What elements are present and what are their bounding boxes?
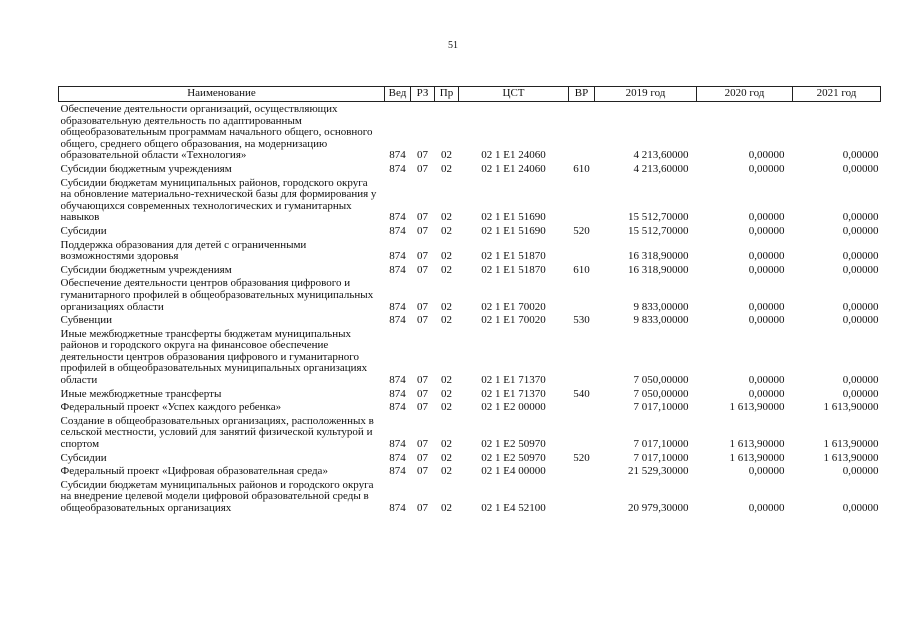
cell-y2019: 20 979,30000 — [628, 502, 689, 514]
cell-pr: 02 — [441, 451, 452, 464]
cell-vr: 610 — [573, 162, 590, 175]
table-row — [59, 238, 881, 263]
cell-pr: 02 — [441, 211, 452, 224]
cell-cst: 02 1 E2 00000 — [481, 401, 546, 414]
table-row — [59, 162, 881, 176]
cell-pr: 02 — [441, 374, 452, 387]
cell-rz: 07 — [417, 465, 428, 478]
cell-y2021: 0,00000 — [842, 300, 879, 313]
cell-ved: 874 — [389, 263, 406, 276]
table-row — [59, 276, 881, 313]
cell-vr: 520 — [573, 224, 590, 237]
cell-rz: 07 — [417, 149, 428, 162]
cell-y2020: 0,00000 — [748, 263, 785, 276]
cell-y2021: 0,00000 — [842, 314, 879, 327]
cell-y2019: 16 318,90000 — [628, 263, 689, 276]
cell-name: Обеспечение деятельности организаций, осуществляющих образовательную деятельность по адаптированным общеобразовательным программам начального общего, основного общего, среднего общего образования, на модернизацию образовательной области «Технология» — [60, 103, 373, 162]
header-ved: Вед — [385, 87, 411, 102]
cell-y2020: 1 613,90000 — [729, 438, 785, 451]
cell-rz: 07 — [417, 374, 428, 387]
cell-name: Субсидии бюджетным учреждениям — [60, 263, 232, 276]
cell-y2020: 0,00000 — [748, 300, 785, 313]
cell-y2020: 0,00000 — [748, 149, 785, 162]
cell-name: Поддержка образования для детей с ограниченными возможностями здоровья — [60, 238, 307, 263]
cell-y2021: 1 613,90000 — [823, 401, 879, 414]
cell-ved: 874 — [389, 250, 406, 263]
cell-y2020: 0,00000 — [748, 162, 785, 175]
cell-ved: 874 — [389, 149, 406, 162]
cell-y2019: 15 512,70000 — [628, 211, 689, 224]
header-name: Наименование — [59, 87, 385, 102]
cell-name: Федеральный проект «Цифровая образовательная среда» — [60, 465, 328, 478]
cell-y2020: 0,00000 — [748, 502, 785, 514]
cell-name: Субсидии бюджетам муниципальных районов и городского округа на внедрение целевой модели цифровой образовательной среды в общеобразовательных организациях — [60, 478, 374, 514]
cell-y2020: 0,00000 — [748, 387, 785, 400]
cell-cst: 02 1 E1 51690 — [481, 211, 546, 224]
cell-y2021: 0,00000 — [842, 162, 879, 175]
cell-ved: 874 — [389, 401, 406, 414]
cell-rz: 07 — [417, 451, 428, 464]
cell-vr — [569, 276, 595, 313]
cell-cst: 02 1 E2 50970 — [481, 451, 546, 464]
table-header-row — [59, 87, 881, 102]
cell-cst: 02 1 E1 24060 — [481, 149, 546, 162]
cell-rz: 07 — [417, 250, 428, 263]
cell-y2020: 0,00000 — [748, 224, 785, 237]
cell-y2020: 0,00000 — [748, 374, 785, 387]
cell-name: Обеспечение деятельности центров образования цифрового и гуманитарного профилей в общеобразовательных муниципальных организациях области — [60, 277, 374, 313]
cell-vr: 520 — [573, 451, 590, 464]
table-row — [59, 400, 881, 414]
cell-cst: 02 1 E1 70020 — [481, 300, 546, 313]
table-row — [59, 451, 881, 465]
cell-y2019: 7 050,00000 — [633, 374, 689, 387]
cell-y2020: 1 613,90000 — [729, 451, 785, 464]
cell-name: Субсидии бюджетным учреждениям — [60, 162, 232, 175]
header-vr: ВР — [569, 87, 595, 102]
cell-rz: 07 — [417, 224, 428, 237]
cell-vr — [569, 400, 595, 414]
table-row — [59, 464, 881, 478]
cell-vr: 610 — [573, 263, 590, 276]
cell-ved: 874 — [389, 162, 406, 175]
cell-y2019: 4 213,60000 — [633, 162, 689, 175]
cell-rz: 07 — [417, 438, 428, 451]
header-cst: ЦСТ — [459, 87, 569, 102]
cell-vr — [569, 327, 595, 387]
cell-pr: 02 — [441, 465, 452, 478]
cell-y2020: 0,00000 — [748, 250, 785, 263]
cell-rz: 07 — [417, 401, 428, 414]
cell-pr: 02 — [441, 314, 452, 327]
cell-ved: 874 — [389, 387, 406, 400]
cell-cst: 02 1 E1 51870 — [481, 250, 546, 263]
page-number: 51 — [448, 40, 458, 51]
cell-cst: 02 1 E1 51870 — [481, 263, 546, 276]
cell-rz: 07 — [417, 263, 428, 276]
cell-y2019: 7 017,10000 — [633, 401, 689, 414]
cell-name: Субсидии — [60, 224, 107, 237]
cell-y2021: 1 613,90000 — [823, 451, 879, 464]
cell-pr: 02 — [441, 149, 452, 162]
cell-cst: 02 1 E1 24060 — [481, 162, 546, 175]
cell-y2019: 9 833,00000 — [633, 314, 689, 327]
cell-name: Федеральный проект «Успех каждого ребенка» — [60, 401, 282, 414]
cell-y2019: 15 512,70000 — [628, 224, 689, 237]
table-row — [59, 313, 881, 327]
cell-name: Иные межбюджетные трансферты бюджетам муниципальных районов и городского округа на финансовое обеспечение деятельности центров образования цифрового и гуманитарного профилей в общеобразовательных муниципальных организациях области — [60, 327, 368, 387]
cell-vr: 530 — [573, 314, 590, 327]
cell-ved: 874 — [389, 374, 406, 387]
cell-name: Иные межбюджетные трансферты — [60, 387, 222, 400]
table-row — [59, 478, 881, 515]
cell-y2019: 4 213,60000 — [633, 149, 689, 162]
cell-ved: 874 — [389, 300, 406, 313]
cell-y2019: 7 050,00000 — [633, 387, 689, 400]
cell-cst: 02 1 E4 52100 — [481, 502, 546, 514]
table-row — [59, 102, 881, 162]
cell-name: Субвенции — [60, 314, 113, 327]
header-pr: Пр — [435, 87, 459, 102]
cell-ved: 874 — [389, 451, 406, 464]
cell-vr: 540 — [573, 387, 590, 400]
table-row — [59, 414, 881, 451]
cell-rz: 07 — [417, 502, 428, 514]
cell-rz: 07 — [417, 211, 428, 224]
cell-y2020: 1 613,90000 — [729, 401, 785, 414]
cell-name: Субсидии бюджетам муниципальных районов, городского округа на обновление материально-технической базы для формирования у обучающихся современных технологических и гуманитарных навыков — [60, 176, 377, 224]
cell-ved: 874 — [389, 314, 406, 327]
cell-pr: 02 — [441, 224, 452, 237]
cell-y2020: 0,00000 — [748, 465, 785, 478]
cell-ved: 874 — [389, 502, 406, 514]
cell-name: Субсидии — [60, 451, 107, 464]
cell-y2021: 0,00000 — [842, 149, 879, 162]
cell-y2019: 7 017,10000 — [633, 451, 689, 464]
cell-cst: 02 1 E1 70020 — [481, 314, 546, 327]
cell-y2020: 0,00000 — [748, 314, 785, 327]
cell-cst: 02 1 E1 71370 — [481, 374, 546, 387]
cell-rz: 07 — [417, 162, 428, 175]
cell-y2021: 0,00000 — [842, 224, 879, 237]
budget-table — [58, 86, 881, 515]
cell-pr: 02 — [441, 263, 452, 276]
cell-vr — [569, 238, 595, 263]
cell-y2019: 9 833,00000 — [633, 300, 689, 313]
cell-rz: 07 — [417, 314, 428, 327]
cell-ved: 874 — [389, 465, 406, 478]
cell-y2021: 0,00000 — [842, 263, 879, 276]
cell-y2021: 0,00000 — [842, 502, 879, 514]
cell-cst: 02 1 E2 50970 — [481, 438, 546, 451]
cell-ved: 874 — [389, 438, 406, 451]
cell-pr: 02 — [441, 438, 452, 451]
cell-pr: 02 — [441, 401, 452, 414]
table-body — [59, 102, 881, 515]
header-2020: 2020 год — [697, 87, 793, 102]
cell-vr — [569, 176, 595, 224]
cell-y2019: 16 318,90000 — [628, 250, 689, 263]
cell-vr — [569, 464, 595, 478]
cell-y2021: 1 613,90000 — [823, 438, 879, 451]
cell-pr: 02 — [441, 387, 452, 400]
cell-y2021: 0,00000 — [842, 387, 879, 400]
cell-y2020: 0,00000 — [748, 211, 785, 224]
cell-pr: 02 — [441, 300, 452, 313]
cell-ved: 874 — [389, 224, 406, 237]
header-2021: 2021 год — [793, 87, 881, 102]
cell-rz: 07 — [417, 300, 428, 313]
cell-cst: 02 1 E4 00000 — [481, 465, 546, 478]
table-row — [59, 387, 881, 401]
table-row — [59, 327, 881, 387]
table-row — [59, 176, 881, 224]
header-rz: РЗ — [411, 87, 435, 102]
table-row — [59, 263, 881, 277]
cell-rz: 07 — [417, 387, 428, 400]
cell-y2021: 0,00000 — [842, 250, 879, 263]
cell-y2021: 0,00000 — [842, 211, 879, 224]
header-2019: 2019 год — [595, 87, 697, 102]
cell-y2019: 7 017,10000 — [633, 438, 689, 451]
table-row — [59, 224, 881, 238]
cell-vr — [569, 478, 595, 515]
cell-ved: 874 — [389, 211, 406, 224]
cell-y2019: 21 529,30000 — [628, 465, 689, 478]
cell-pr: 02 — [441, 250, 452, 263]
cell-y2021: 0,00000 — [842, 374, 879, 387]
cell-name: Создание в общеобразовательных организациях, расположенных в сельской местности, условий для занятий физической культурой и спортом — [60, 414, 374, 451]
cell-pr: 02 — [441, 502, 452, 514]
cell-vr — [569, 102, 595, 162]
cell-cst: 02 1 E1 51690 — [481, 224, 546, 237]
cell-cst: 02 1 E1 71370 — [481, 387, 546, 400]
cell-pr: 02 — [441, 162, 452, 175]
cell-vr — [569, 414, 595, 451]
cell-y2021: 0,00000 — [842, 465, 879, 478]
